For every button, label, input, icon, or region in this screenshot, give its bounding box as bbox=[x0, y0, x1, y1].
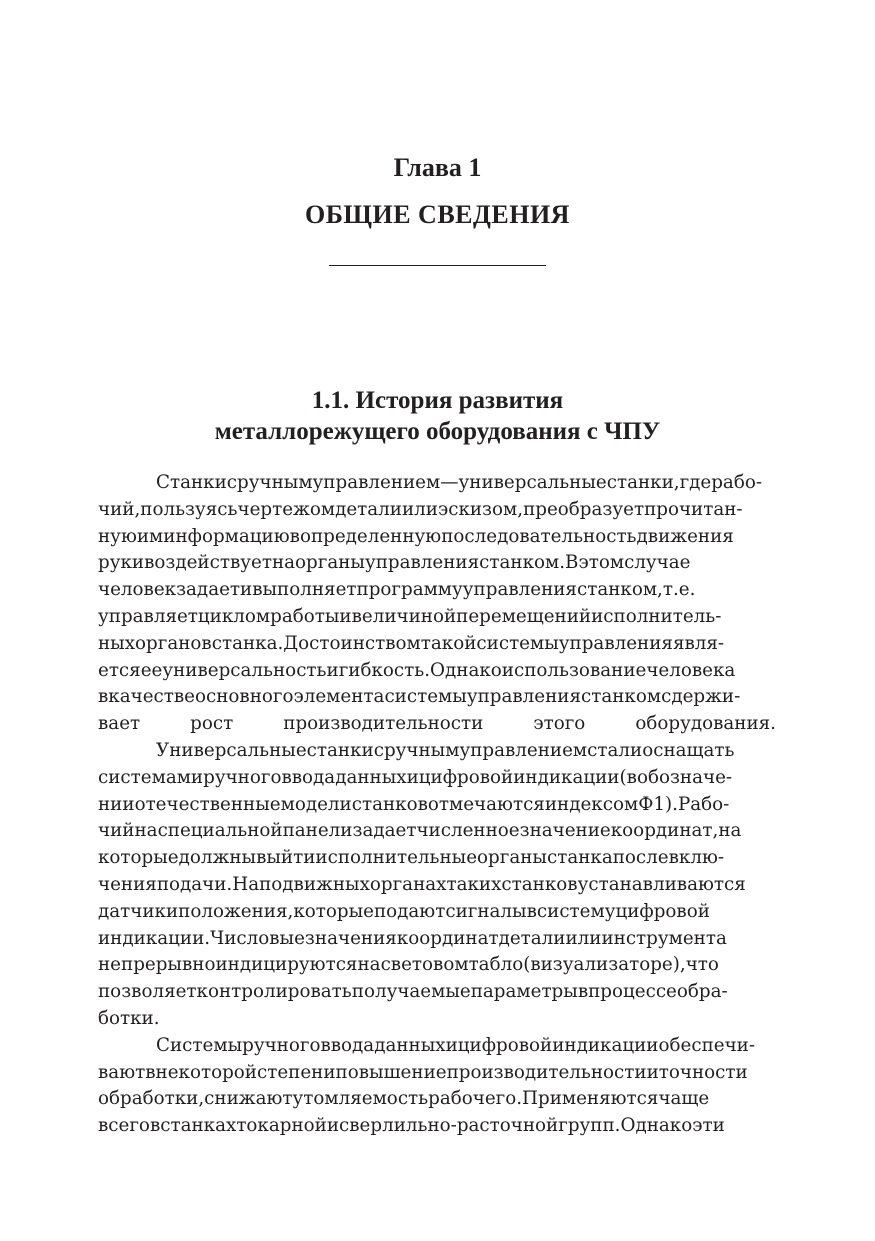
chapter-title: ОБЩИЕ СВЕДЕНИЯ bbox=[305, 200, 570, 229]
paragraph-line: датчикиположения,которыеподаютсигналывсистемуцифровой bbox=[98, 900, 710, 922]
paragraph bbox=[98, 470, 776, 738]
paragraph-line: етсяееуниверсальностьигибкость.Однакоиспользованиечеловека bbox=[98, 659, 736, 681]
paragraph-line: чий,пользуясьчертежомдеталиилиэскизом,преобразуетпрочитан- bbox=[98, 498, 743, 520]
paragraph-line: всеговстанкахтокарнойисверлильно-расточнойгрупп.Однакоэти bbox=[98, 1115, 725, 1137]
paragraph-line: ныхоргановстанка.Достоинствомтакойсистемыуправленияявля- bbox=[98, 632, 725, 654]
body-text bbox=[98, 470, 776, 1140]
paragraph-line: нииотечественныемоделистанковотмечаютсяиндексомФ1).Рабо- bbox=[98, 793, 730, 815]
section-title-line-2: металлорежущего оборудования с ЧПУ bbox=[214, 418, 661, 445]
paragraph-line: человекзадаетивыполняетпрограммууправлениястанком,т.е. bbox=[98, 579, 696, 601]
paragraph-line: обработки,снижаютутомляемостьрабочего.Применяютсячаще bbox=[98, 1088, 710, 1110]
paragraph-line: непрерывноиндицируютсянасветовомтабло(визуализаторе),что bbox=[98, 954, 719, 976]
paragraph-line: ваютвнекоторойстепениповышениепроизводительностииточности bbox=[98, 1061, 748, 1083]
paragraph-line: нуюиминформациювопределеннуюпоследовательностьдвижения bbox=[98, 525, 734, 547]
paragraph-line: Системыручноговводаданныхицифровойиндикацииобеспечи- bbox=[156, 1034, 756, 1056]
paragraph-line: которыедолжнывыйтиисполнительныеорганыстанкапослевклю- bbox=[98, 847, 725, 869]
paragraph bbox=[98, 1033, 776, 1140]
paragraph bbox=[98, 738, 776, 1033]
paragraph-line: чийнаспециальнойпанелизадаетчисленноезначениекоординат,на bbox=[98, 820, 742, 842]
section-title bbox=[0, 385, 875, 447]
paragraph-line: вкачествеосновногоэлементасистемыуправлениястанкомсдержи- bbox=[98, 686, 741, 708]
paragraph-line: позволяетконтролироватьполучаемыепараметрывпроцессеобра- bbox=[98, 981, 728, 1003]
paragraph-line: рукивоздействуетнаорганыуправлениястанком.Вэтомслучае bbox=[98, 552, 691, 574]
paragraph-line: вает рост производительности этого оборудования. bbox=[98, 713, 776, 735]
paragraph-line: управляетцикломработыивеличинойперемещенийисполнитель- bbox=[98, 605, 722, 627]
paragraph-line: индикации.Числовыезначениякоординатдеталиилиинструмента bbox=[98, 927, 727, 949]
paragraph-line: ченияподачи.Наподвижныхорганахтакихстанковустанавливаются bbox=[98, 873, 746, 895]
paragraph-line: ботки. bbox=[98, 1007, 160, 1029]
chapter-label: Глава 1 bbox=[393, 153, 482, 182]
paragraph-line: Универсальныестанкисручнымуправлениемсталиоснащать bbox=[156, 739, 735, 761]
chapter-divider bbox=[329, 265, 546, 266]
section-title-line-1: 1.1. История развития bbox=[311, 387, 564, 414]
paragraph-line: Станкисручнымуправлением—универсальныестанки,гдерабо- bbox=[156, 472, 763, 493]
paragraph-line: системамиручноговводаданныхицифровойиндикации(вобозначе- bbox=[98, 766, 733, 788]
